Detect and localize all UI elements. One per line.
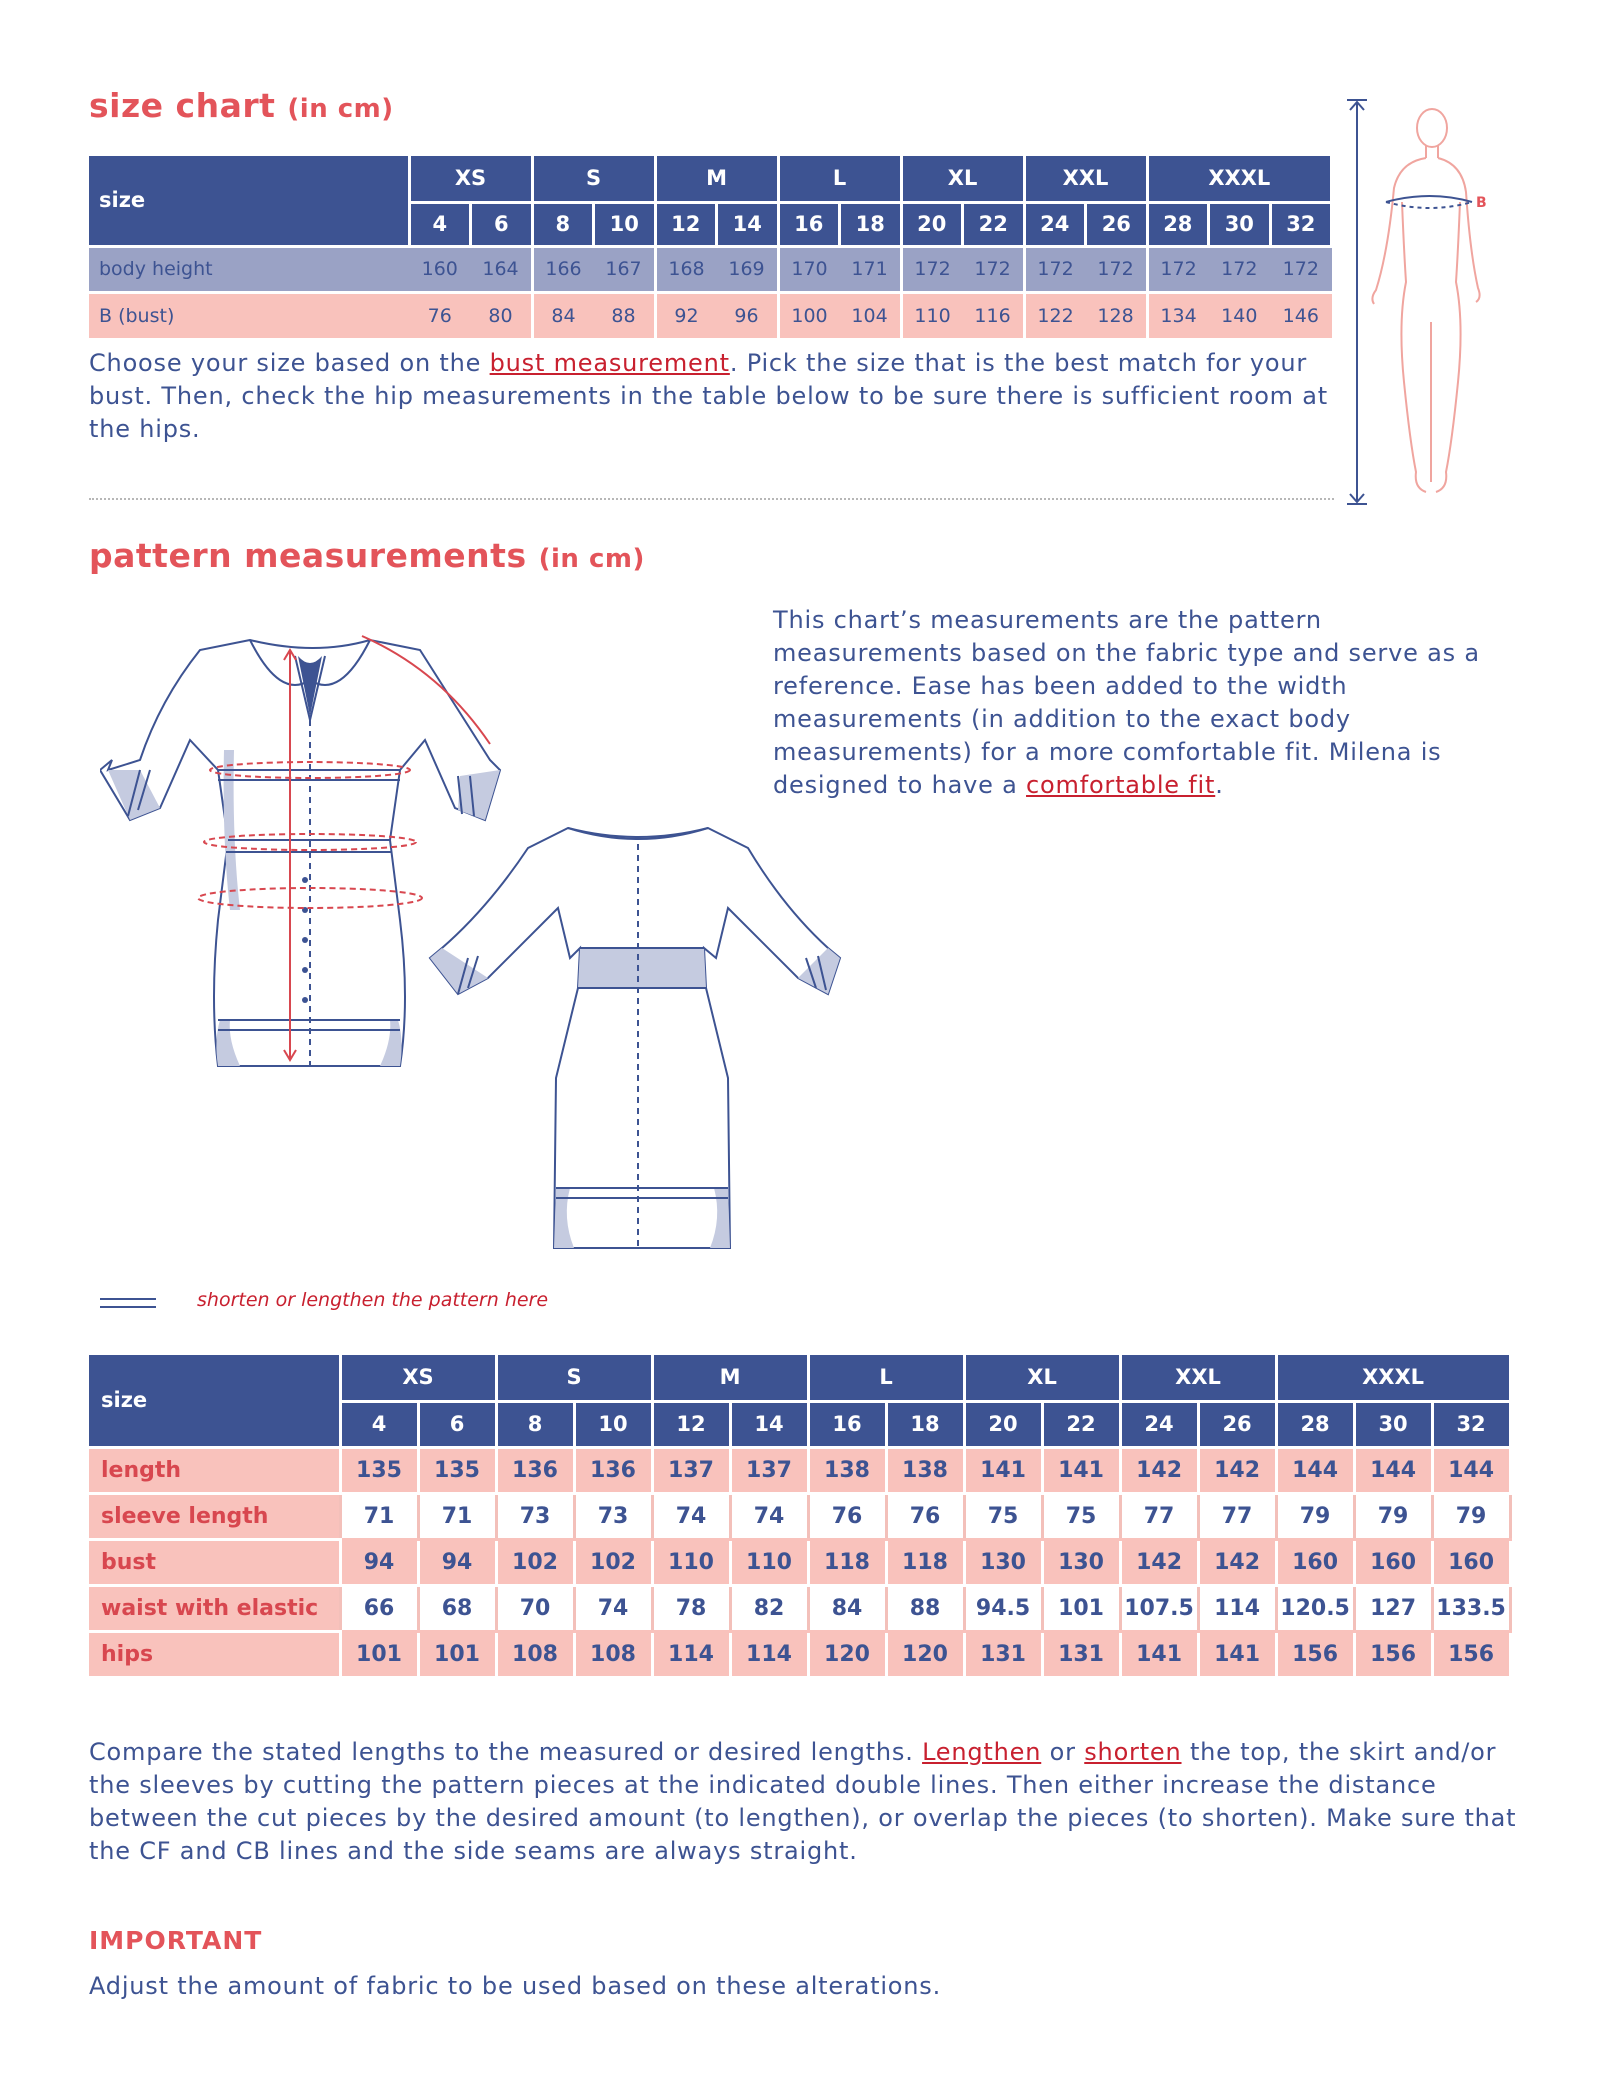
- bust-measurement-link[interactable]: bust measurement: [489, 349, 730, 377]
- size-number-header: 18: [840, 202, 902, 246]
- size-group-header: L: [808, 1355, 964, 1401]
- table-cell: 135: [340, 1447, 418, 1493]
- shorten-link[interactable]: shorten: [1084, 1738, 1182, 1766]
- table-cell: 172: [901, 246, 963, 292]
- row-label: length: [89, 1447, 340, 1493]
- table-cell: 156: [1354, 1631, 1432, 1677]
- table-cell: 71: [418, 1493, 496, 1539]
- size-number-header: 24: [1120, 1401, 1198, 1447]
- size-number-header: 10: [594, 202, 656, 246]
- table-cell: 141: [1042, 1447, 1120, 1493]
- table-cell: 80: [471, 292, 533, 338]
- table-row: [89, 292, 1332, 338]
- table-cell: 171: [840, 246, 902, 292]
- shorten-lengthen-line-icon-2: [100, 1306, 156, 1308]
- size-number-header: 8: [532, 202, 594, 246]
- table-cell: 138: [886, 1447, 964, 1493]
- size-chart-table: [89, 156, 1333, 338]
- table-cell: 71: [340, 1493, 418, 1539]
- size-number-header: 20: [901, 202, 963, 246]
- table-row: [89, 1539, 1510, 1585]
- table-cell: 110: [730, 1539, 808, 1585]
- table-cell: 92: [655, 292, 717, 338]
- table-cell: 142: [1198, 1539, 1276, 1585]
- pattern-measurements-table: [89, 1355, 1512, 1679]
- table-cell: 131: [1042, 1631, 1120, 1677]
- size-group-header: XL: [964, 1355, 1120, 1401]
- table-cell: 156: [1276, 1631, 1354, 1677]
- table-cell: 101: [1042, 1585, 1120, 1631]
- table-cell: 142: [1120, 1539, 1198, 1585]
- size-chart-unit: (in cm): [287, 94, 394, 124]
- table-cell: 76: [409, 292, 471, 338]
- table-cell: 74: [574, 1585, 652, 1631]
- size-number-header: 16: [778, 202, 840, 246]
- shorten-lengthen-legend: shorten or lengthen the pattern here: [197, 1289, 549, 1311]
- pattern-title: pattern measurements: [89, 536, 527, 575]
- table-cell: 116: [963, 292, 1025, 338]
- lengthen-link[interactable]: Lengthen: [922, 1738, 1042, 1766]
- table-cell: 170: [778, 246, 840, 292]
- table-row: [89, 1447, 1510, 1493]
- size-number-header: 4: [409, 202, 471, 246]
- table-cell: 136: [574, 1447, 652, 1493]
- table-cell: 75: [964, 1493, 1042, 1539]
- table-cell: 167: [594, 246, 656, 292]
- size-group-header: S: [532, 156, 655, 202]
- size-group-header: XXL: [1024, 156, 1147, 202]
- table-cell: 74: [652, 1493, 730, 1539]
- size-number-header: 6: [471, 202, 533, 246]
- table-cell: 128: [1086, 292, 1148, 338]
- table-cell: 160: [409, 246, 471, 292]
- table-cell: 120: [886, 1631, 964, 1677]
- table-cell: 146: [1270, 292, 1332, 338]
- table-cell: 110: [901, 292, 963, 338]
- table-cell: 76: [808, 1493, 886, 1539]
- table-cell: 135: [418, 1447, 496, 1493]
- table-cell: 96: [717, 292, 779, 338]
- size-group-header: XXL: [1120, 1355, 1276, 1401]
- table-cell: 78: [652, 1585, 730, 1631]
- table-cell: 100: [778, 292, 840, 338]
- pattern-description-text: This chart’s measurements are the pattern measurements based on the fabric type and serve as a reference. Ease has been added to the width measurements (in addition to the exact body measurements) for a more comfortable fit. Milena is designed to have a: [773, 606, 1480, 799]
- table-cell: 156: [1432, 1631, 1510, 1677]
- table-cell: 104: [840, 292, 902, 338]
- table-cell: 118: [808, 1539, 886, 1585]
- table-cell: 114: [652, 1631, 730, 1677]
- table-cell: 118: [886, 1539, 964, 1585]
- table-cell: 70: [496, 1585, 574, 1631]
- size-number-header: 4: [340, 1401, 418, 1447]
- table-cell: 169: [717, 246, 779, 292]
- table-cell: 74: [730, 1493, 808, 1539]
- row-label: bust: [89, 1539, 340, 1585]
- comfortable-fit-link[interactable]: comfortable fit: [1026, 771, 1216, 799]
- size-number-header: 14: [717, 202, 779, 246]
- size-number-header: 28: [1276, 1401, 1354, 1447]
- size-group-header: M: [655, 156, 778, 202]
- size-corner-label: size: [89, 156, 409, 246]
- table-cell: 94: [418, 1539, 496, 1585]
- table-cell: 172: [963, 246, 1025, 292]
- size-number-header: 28: [1147, 202, 1209, 246]
- row-label: waist with elastic: [89, 1585, 340, 1631]
- table-row: [89, 1493, 1510, 1539]
- size-group-header: M: [652, 1355, 808, 1401]
- size-number-header: 10: [574, 1401, 652, 1447]
- height-arrow: [1347, 100, 1367, 504]
- table-cell: 172: [1024, 246, 1086, 292]
- pattern-description: [773, 604, 1513, 802]
- table-cell: 166: [532, 246, 594, 292]
- table-cell: 164: [471, 246, 533, 292]
- size-group-header: XS: [340, 1355, 496, 1401]
- size-number-header: 24: [1024, 202, 1086, 246]
- table-cell: 107.5: [1120, 1585, 1198, 1631]
- row-label: body height: [89, 246, 409, 292]
- table-cell: 160: [1354, 1539, 1432, 1585]
- table-cell: 141: [964, 1447, 1042, 1493]
- table-cell: 138: [808, 1447, 886, 1493]
- table-cell: 144: [1432, 1447, 1510, 1493]
- table-cell: 94: [340, 1539, 418, 1585]
- table-cell: 140: [1209, 292, 1271, 338]
- size-number-header: 22: [963, 202, 1025, 246]
- size-group-header: XS: [409, 156, 532, 202]
- table-cell: 144: [1276, 1447, 1354, 1493]
- important-heading: IMPORTANT: [89, 1926, 263, 1955]
- table-cell: 137: [730, 1447, 808, 1493]
- size-chart-heading: [89, 86, 394, 125]
- table-cell: 172: [1086, 246, 1148, 292]
- size-number-header: 12: [652, 1401, 730, 1447]
- size-number-header: 14: [730, 1401, 808, 1447]
- table-row: [89, 1585, 1510, 1631]
- size-number-header: 26: [1198, 1401, 1276, 1447]
- size-number-header: 8: [496, 1401, 574, 1447]
- table-cell: 73: [574, 1493, 652, 1539]
- table-cell: 142: [1120, 1447, 1198, 1493]
- pattern-size-corner-label: size: [89, 1355, 340, 1447]
- table-cell: 84: [808, 1585, 886, 1631]
- size-number-header: 32: [1270, 202, 1332, 246]
- table-row: [89, 246, 1332, 292]
- size-group-header: XXXL: [1276, 1355, 1510, 1401]
- table-cell: 137: [652, 1447, 730, 1493]
- table-cell: 134: [1147, 292, 1209, 338]
- table-cell: 108: [496, 1631, 574, 1677]
- table-cell: 75: [1042, 1493, 1120, 1539]
- table-cell: 110: [652, 1539, 730, 1585]
- size-number-header: 32: [1432, 1401, 1510, 1447]
- table-cell: 114: [1198, 1585, 1276, 1631]
- size-number-header: 18: [886, 1401, 964, 1447]
- table-cell: 120: [808, 1631, 886, 1677]
- size-number-header: 30: [1209, 202, 1271, 246]
- table-cell: 160: [1432, 1539, 1510, 1585]
- table-cell: 172: [1147, 246, 1209, 292]
- intro-text-rest: . Pick the size that is the best match for your bust. Then, check the hip measurements in the table below to be sure there is sufficient room at the hips.: [89, 349, 1329, 443]
- size-number-header: 16: [808, 1401, 886, 1447]
- shorten-lengthen-line-icon: [100, 1298, 156, 1300]
- size-number-header: 12: [655, 202, 717, 246]
- table-cell: 114: [730, 1631, 808, 1677]
- size-chart-title: size chart: [89, 86, 276, 125]
- table-cell: 88: [886, 1585, 964, 1631]
- table-cell: 133.5: [1432, 1585, 1510, 1631]
- size-number-header: 20: [964, 1401, 1042, 1447]
- table-cell: 160: [1276, 1539, 1354, 1585]
- table-cell: 131: [964, 1631, 1042, 1677]
- table-cell: 77: [1120, 1493, 1198, 1539]
- table-cell: 102: [574, 1539, 652, 1585]
- pattern-description-end: .: [1215, 771, 1224, 799]
- pattern-unit: (in cm): [538, 544, 645, 574]
- table-cell: 144: [1354, 1447, 1432, 1493]
- table-cell: 108: [574, 1631, 652, 1677]
- table-cell: 79: [1276, 1493, 1354, 1539]
- table-cell: 77: [1198, 1493, 1276, 1539]
- table-cell: 130: [1042, 1539, 1120, 1585]
- table-row: [89, 1631, 1510, 1677]
- size-number-header: 30: [1354, 1401, 1432, 1447]
- size-group-header: L: [778, 156, 901, 202]
- table-cell: 172: [1209, 246, 1271, 292]
- intro-text: Choose your size based on the: [89, 349, 490, 377]
- important-text: Adjust the amount of fabric to be used based on these alterations.: [89, 1972, 942, 2000]
- size-number-header: 22: [1042, 1401, 1120, 1447]
- alteration-instructions: [89, 1736, 1519, 1868]
- table-cell: 88: [594, 292, 656, 338]
- table-cell: 84: [532, 292, 594, 338]
- alteration-or: or: [1041, 1738, 1085, 1766]
- table-cell: 101: [340, 1631, 418, 1677]
- table-cell: 101: [418, 1631, 496, 1677]
- size-number-header: 6: [418, 1401, 496, 1447]
- row-label: sleeve length: [89, 1493, 340, 1539]
- bust-marker-b: B: [1476, 195, 1487, 211]
- table-cell: 82: [730, 1585, 808, 1631]
- table-cell: 168: [655, 246, 717, 292]
- size-group-header: XL: [901, 156, 1024, 202]
- table-cell: 102: [496, 1539, 574, 1585]
- body-figure-illustration: [1340, 92, 1500, 512]
- pattern-heading: [89, 536, 645, 575]
- table-cell: 66: [340, 1585, 418, 1631]
- section-divider: [89, 498, 1334, 500]
- body-outline: [1372, 109, 1479, 492]
- row-label: B (bust): [89, 292, 409, 338]
- table-cell: 141: [1198, 1631, 1276, 1677]
- row-label: hips: [89, 1631, 340, 1677]
- size-number-header: 26: [1086, 202, 1148, 246]
- alteration-text: Compare the stated lengths to the measured or desired lengths.: [89, 1738, 923, 1766]
- table-cell: 172: [1270, 246, 1332, 292]
- size-chart-intro: [89, 347, 1339, 446]
- table-cell: 68: [418, 1585, 496, 1631]
- table-cell: 142: [1198, 1447, 1276, 1493]
- table-cell: 141: [1120, 1631, 1198, 1677]
- table-cell: 76: [886, 1493, 964, 1539]
- table-cell: 94.5: [964, 1585, 1042, 1631]
- table-cell: 122: [1024, 292, 1086, 338]
- dress-back-illustration: [428, 818, 848, 1250]
- size-group-header: XXXL: [1147, 156, 1332, 202]
- table-cell: 130: [964, 1539, 1042, 1585]
- alteration-text-rest: the top, the skirt and/or the sleeves by cutting the pattern pieces at the indicated double lines. Then either increase the distance between the cut pieces by the desired amount (to lengthen), or overlap the pieces (to shorten). Make sure that the CF and CB lines and the side seams are always straight.: [89, 1738, 1517, 1865]
- table-cell: 73: [496, 1493, 574, 1539]
- table-cell: 127: [1354, 1585, 1432, 1631]
- table-cell: 136: [496, 1447, 574, 1493]
- size-group-header: S: [496, 1355, 652, 1401]
- table-cell: 79: [1432, 1493, 1510, 1539]
- table-cell: 120.5: [1276, 1585, 1354, 1631]
- table-cell: 79: [1354, 1493, 1432, 1539]
